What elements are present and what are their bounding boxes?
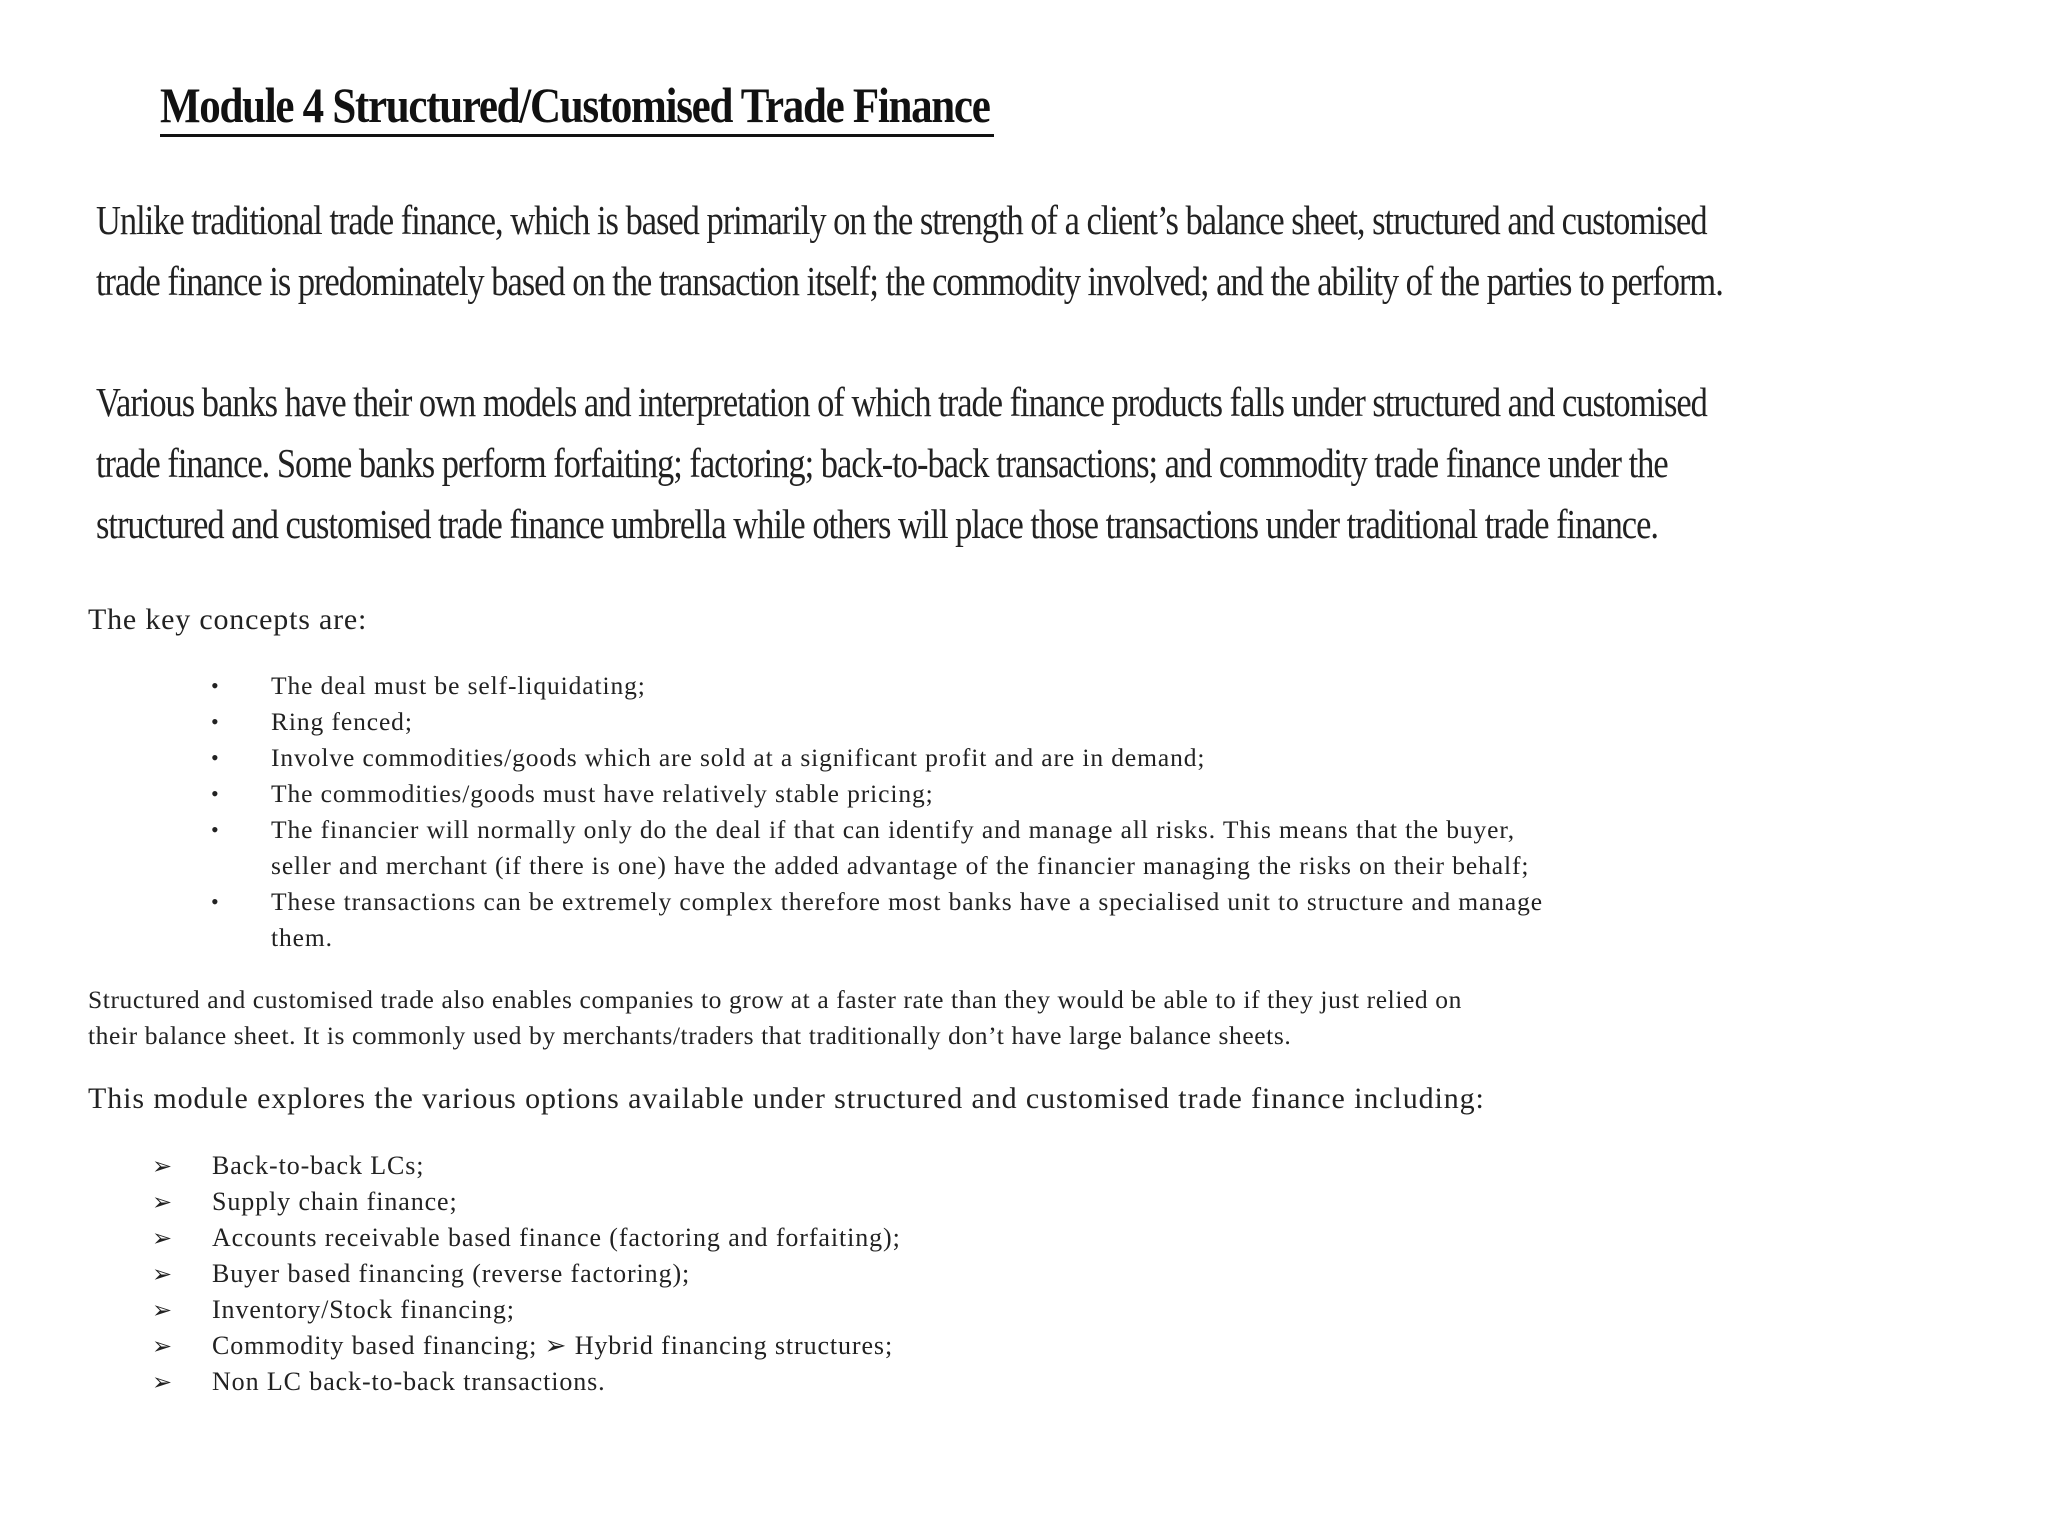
title-underline bbox=[160, 134, 994, 137]
growth-paragraph-line: their balance sheet. It is commonly used by merchants/traders that traditionally don’t have large balance sheets. bbox=[88, 1021, 1292, 1050]
list-item bbox=[205, 740, 1543, 776]
list-item-text: them. bbox=[271, 923, 333, 952]
bullet-icon: • bbox=[211, 745, 220, 770]
list-item bbox=[152, 1292, 901, 1328]
growth-paragraph bbox=[88, 982, 1462, 1054]
key-concepts-heading: The key concepts are: bbox=[88, 603, 368, 636]
arrow-bullet-icon: ➢ bbox=[152, 1224, 174, 1252]
bullet-icon: • bbox=[211, 817, 220, 842]
bullet-icon: • bbox=[211, 781, 220, 806]
list-item bbox=[205, 812, 1543, 884]
arrow-bullet-icon: ➢ bbox=[152, 1260, 174, 1288]
list-item-text: These transactions can be extremely complex therefore most banks have a specialised unit to structure and manage bbox=[271, 887, 1543, 916]
bullet-icon: • bbox=[211, 889, 220, 914]
bullet-icon: • bbox=[211, 709, 220, 734]
list-item-text: Buyer based financing (reverse factoring); bbox=[212, 1259, 691, 1288]
list-item-text: Non LC back-to-back transactions. bbox=[212, 1367, 606, 1396]
list-item bbox=[152, 1328, 901, 1364]
module-title: Module 4 Structured/Customised Trade Finance bbox=[160, 77, 990, 133]
key-concepts-list bbox=[205, 668, 1543, 956]
bullet-icon: • bbox=[211, 673, 220, 698]
intro-paragraph bbox=[96, 190, 1927, 312]
intro-paragraph-line: trade finance is predominately based on the transaction itself; the commodity involved; and the ability of the parties to perform. bbox=[96, 258, 1723, 304]
list-item-text: seller and merchant (if there is one) have the added advantage of the financier managing the risks on their behalf; bbox=[271, 851, 1530, 880]
arrow-bullet-icon: ➢ bbox=[152, 1332, 174, 1360]
list-item-text: Accounts receivable based finance (factoring and forfaiting); bbox=[212, 1223, 901, 1252]
list-item bbox=[205, 704, 1543, 740]
list-item-text: The financier will normally only do the deal if that can identify and manage all risks. This means that the buyer, bbox=[271, 815, 1516, 844]
banks-paragraph bbox=[96, 372, 1927, 555]
list-item bbox=[205, 776, 1543, 812]
list-item bbox=[152, 1148, 901, 1184]
module-options-heading: This module explores the various options available under structured and customised trade finance including: bbox=[88, 1082, 1485, 1115]
list-item-text: Supply chain finance; bbox=[212, 1187, 458, 1216]
list-item-text: Ring fenced; bbox=[271, 707, 413, 736]
list-item-text: Involve commodities/goods which are sold at a significant profit and are in demand; bbox=[271, 743, 1206, 772]
growth-paragraph-line: Structured and customised trade also enables companies to grow at a faster rate than they would be able to if they just relied on bbox=[88, 985, 1462, 1014]
arrow-bullet-icon: ➢ bbox=[152, 1152, 174, 1180]
list-item-text: Back-to-back LCs; bbox=[212, 1151, 425, 1180]
module-options-list bbox=[152, 1148, 901, 1400]
list-item-text: The commodities/goods must have relatively stable pricing; bbox=[271, 779, 934, 808]
intro-paragraph-line: Unlike traditional trade finance, which is based primarily on the strength of a client’s balance sheet, structured and customised bbox=[96, 197, 1707, 243]
list-item bbox=[152, 1256, 901, 1292]
list-item-text: Commodity based financing; ➢ Hybrid financing structures; bbox=[212, 1331, 894, 1360]
list-item bbox=[152, 1184, 901, 1220]
list-item bbox=[152, 1220, 901, 1256]
list-item bbox=[205, 884, 1543, 956]
arrow-bullet-icon: ➢ bbox=[152, 1368, 174, 1396]
banks-paragraph-line: structured and customised trade finance umbrella while others will place those transactions under traditional trade finance. bbox=[96, 501, 1658, 547]
banks-paragraph-line: Various banks have their own models and interpretation of which trade finance products falls under structured and customised bbox=[96, 379, 1707, 425]
arrow-bullet-icon: ➢ bbox=[152, 1296, 174, 1324]
list-item bbox=[205, 668, 1543, 704]
list-item-text: The deal must be self-liquidating; bbox=[271, 671, 646, 700]
banks-paragraph-line: trade finance. Some banks perform forfaiting; factoring; back-to-back transactions; and commodity trade finance under the bbox=[96, 440, 1668, 486]
arrow-bullet-icon: ➢ bbox=[152, 1188, 174, 1216]
list-item-text: Inventory/Stock financing; bbox=[212, 1295, 515, 1324]
list-item bbox=[152, 1364, 901, 1400]
